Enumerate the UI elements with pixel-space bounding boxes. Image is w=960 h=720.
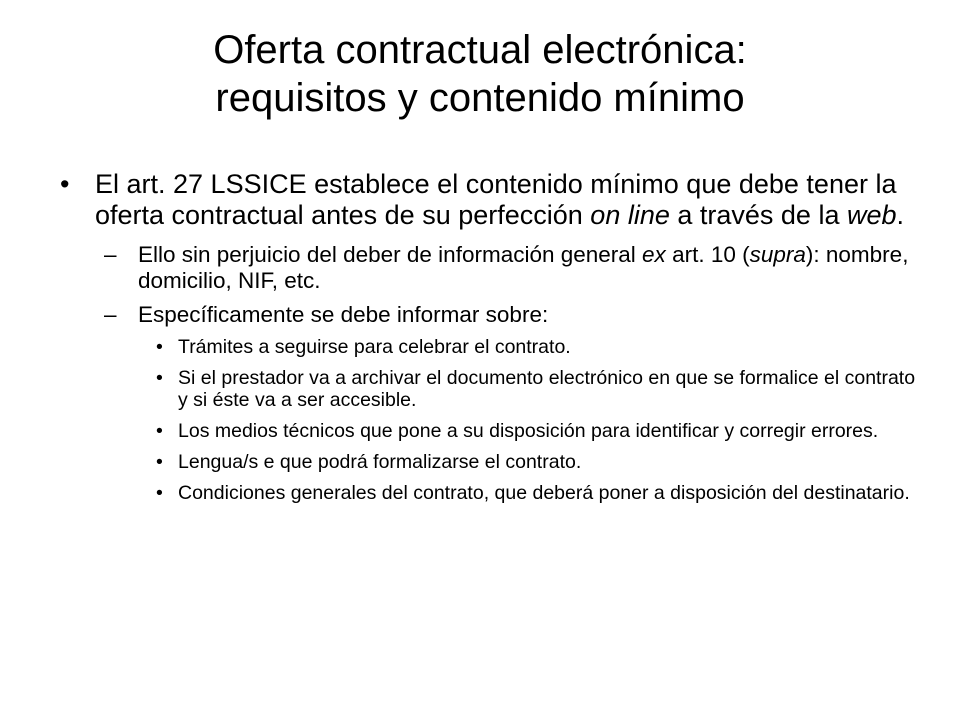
bullet-marker: • bbox=[156, 482, 163, 504]
bullet-marker: • bbox=[156, 420, 163, 442]
detail-item-tramites bbox=[156, 336, 920, 358]
main-point-text-2: a través de la bbox=[669, 200, 847, 230]
slide-title-line-2: requisitos y contenido mínimo bbox=[215, 76, 745, 120]
sub1-text-3: ): nombre, domicilio, NIF, etc. bbox=[138, 242, 909, 293]
slide-title-line-1: Oferta contractual electrónica: bbox=[213, 28, 747, 72]
detail-item-medios-tecnicos bbox=[156, 420, 920, 442]
sub1-italic-ex: ex bbox=[642, 242, 666, 267]
detail-item-lenguas bbox=[156, 451, 920, 473]
detail-text: Trámites a seguirse para celebrar el contrato. bbox=[178, 336, 571, 358]
sub1-italic-supra: supra bbox=[749, 242, 806, 267]
detail-item-archivo bbox=[156, 367, 920, 411]
main-point-text-3: . bbox=[896, 200, 905, 230]
detail-text: Condiciones generales del contrato, que deberá poner a disposición del destinatario. bbox=[178, 482, 910, 504]
sub-bullet-list bbox=[60, 242, 920, 328]
detail-item-condiciones bbox=[156, 482, 920, 504]
bullet-marker: • bbox=[156, 451, 163, 473]
sub1-text: Ello sin perjuicio del deber de información general bbox=[138, 242, 643, 267]
bullet-marker: • bbox=[60, 169, 70, 199]
main-point-italic-web: web bbox=[846, 200, 897, 230]
dash-marker: – bbox=[104, 242, 117, 267]
sub2-text: Específicamente se debe informar sobre: bbox=[138, 302, 549, 327]
detail-bullet-list bbox=[60, 336, 920, 504]
sub-bullet-point-informar-sobre bbox=[104, 302, 920, 328]
dash-marker: – bbox=[104, 302, 117, 327]
slide-title bbox=[40, 26, 920, 122]
detail-text: Los medios técnicos que pone a su disposición para identificar y corregir errores. bbox=[178, 420, 879, 442]
sub1-text-2: art. 10 ( bbox=[665, 242, 750, 267]
main-bullet-point bbox=[60, 169, 920, 231]
bullet-marker: • bbox=[156, 336, 163, 358]
slide-body bbox=[60, 169, 920, 513]
detail-text: Si el prestador va a archivar el documento electrónico en que se formalice el contrato y si éste va a ser accesible. bbox=[178, 367, 916, 411]
bullet-marker: • bbox=[156, 367, 163, 389]
main-point-italic-on-line: on line bbox=[590, 200, 670, 230]
main-point-text: El art. 27 LSSICE establece el contenido mínimo que debe tener la oferta contractual antes de su perfección bbox=[95, 169, 897, 230]
sub-bullet-point-info-general bbox=[104, 242, 920, 294]
detail-text: Lengua/s e que podrá formalizarse el contrato. bbox=[178, 451, 582, 473]
